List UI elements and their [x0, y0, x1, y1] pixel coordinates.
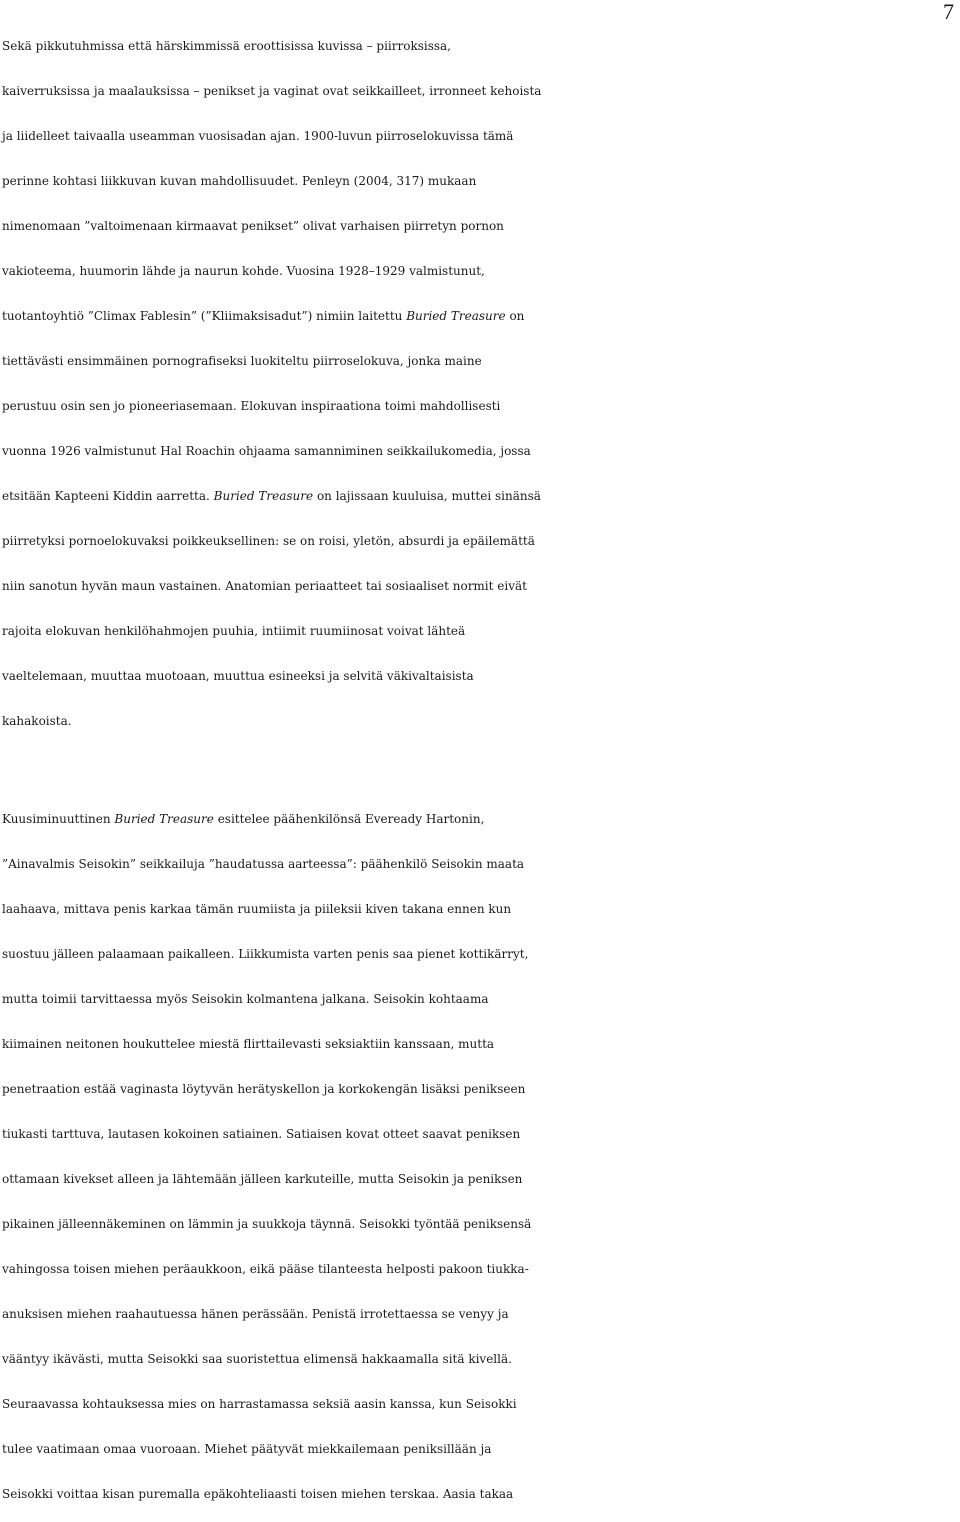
text-segment: ja liidelleet taivaalla useamman vuosisadan ajan. 1900-luvun piirroselokuvissa tämä	[2, 129, 514, 143]
text-segment: tuotantoyhtiö ”Climax Fablesin” (”Kliimaksisadut”) nimiin laitettu	[2, 309, 407, 323]
text-segment: anuksisen miehen raahautuessa hänen perässään. Penistä irrotettaessa se venyy ja	[2, 1307, 509, 1321]
text-line	[0, 1387, 960, 1432]
text-segment: laahaava, mittava penis karkaa tämän ruumiista ja piileksii kiven takana ennen kun	[2, 902, 512, 916]
text-line	[0, 1252, 960, 1297]
text-segment: tiukasti tarttuva, lautasen kokoinen satiainen. Satiaisen kovat otteet saavat peniksen	[2, 1127, 521, 1141]
text-line	[0, 164, 960, 209]
text-line	[0, 1027, 960, 1072]
text-segment: Kuusiminuuttinen	[2, 812, 115, 826]
italic-title: Buried Treasure	[114, 812, 214, 826]
text-segment: perustuu osin sen jo pioneeriasemaan. Elokuvan inspiraationa toimi mahdollisesti	[2, 399, 501, 413]
paragraph	[0, 802, 960, 1522]
document-page	[0, 29, 960, 1522]
text-line	[0, 29, 960, 74]
text-line	[0, 937, 960, 982]
text-line	[0, 1207, 960, 1252]
text-line	[0, 982, 960, 1027]
text-line	[0, 209, 960, 254]
text-segment: kiimainen neitonen houkuttelee miestä flirttailevasti seksiaktiin kanssaan, mutta	[2, 1037, 495, 1051]
text-segment: piirretyksi pornoelokuvaksi poikkeuksellinen: se on roisi, yletön, absurdi ja epäilemättä	[2, 534, 535, 548]
text-line	[0, 1297, 960, 1342]
text-segment: vaeltelemaan, muuttaa muotoaan, muuttua esineeksi ja selvitä väkivaltaisista	[2, 669, 474, 683]
text-line	[0, 1477, 960, 1522]
paragraph-gap	[0, 749, 960, 802]
text-line	[0, 1072, 960, 1117]
text-segment: niin sanotun hyvän maun vastainen. Anatomian periaatteet tai sosiaaliset normit eivät	[2, 579, 527, 593]
text-line	[0, 344, 960, 389]
text-segment: Seisokki voittaa kisan puremalla epäkohteliaasti toisen miehen terskaa. Aasia takaa	[2, 1487, 514, 1501]
page-number: 7	[943, 0, 954, 24]
text-segment: etsitään Kapteeni Kiddin aarretta.	[2, 489, 214, 503]
text-segment: pikainen jälleennäkeminen on lämmin ja suukkoja täynnä. Seisokki työntää peniksensä	[2, 1217, 532, 1231]
text-segment: ottamaan kivekset alleen ja lähtemään jälleen karkuteille, mutta Seisokin ja peniksen	[2, 1172, 523, 1186]
text-segment: Sekä pikkutuhmissa että härskimmissä eroottisissa kuvissa – piirroksissa,	[2, 39, 451, 53]
text-line	[0, 119, 960, 164]
text-line	[0, 254, 960, 299]
text-line	[0, 299, 960, 344]
paragraph	[0, 29, 960, 749]
text-segment: vääntyy ikävästi, mutta Seisokki saa suoristettua elimensä hakkaamalla sitä kivellä.	[2, 1352, 512, 1366]
text-line	[0, 479, 960, 524]
italic-title: Buried Treasure	[213, 489, 314, 503]
text-segment: on	[505, 309, 525, 323]
text-line	[0, 1432, 960, 1477]
text-segment: nimenomaan ”valtoimenaan kirmaavat penikset” olivat varhaisen piirretyn pornon	[2, 219, 504, 233]
text-line	[0, 614, 960, 659]
text-segment: Seuraavassa kohtauksessa mies on harrastamassa seksiä aasin kanssa, kun Seisokki	[2, 1397, 517, 1411]
text-line	[0, 524, 960, 569]
text-segment: mutta toimii tarvittaessa myös Seisokin kolmantena jalkana. Seisokin kohtaama	[2, 992, 489, 1006]
text-segment: tulee vaatimaan omaa vuoroaan. Miehet päätyvät miekkailemaan peniksillään ja	[2, 1442, 492, 1456]
text-line	[0, 802, 960, 847]
text-line	[0, 659, 960, 704]
text-segment: kaiverruksissa ja maalauksissa – penikset ja vaginat ovat seikkailleet, irronneet kehoista	[2, 84, 542, 98]
text-segment: on lajissaan kuuluisa, muttei sinänsä	[313, 489, 541, 503]
text-segment: suostuu jälleen palaamaan paikalleen. Liikkumista varten penis saa pienet kottikärryt,	[2, 947, 529, 961]
text-segment: vuonna 1926 valmistunut Hal Roachin ohjaama samanniminen seikkailukomedia, jossa	[2, 444, 531, 458]
italic-title: Buried Treasure	[406, 309, 506, 323]
text-segment: rajoita elokuvan henkilöhahmojen puuhia, intiimit ruumiinosat voivat lähteä	[2, 624, 466, 638]
text-line	[0, 704, 960, 749]
text-segment: perinne kohtasi liikkuvan kuvan mahdollisuudet. Penleyn (2004, 317) mukaan	[2, 174, 477, 188]
text-segment: vahingossa toisen miehen peräaukkoon, eikä pääse tilanteesta helposti pakoon tiukka-	[2, 1262, 529, 1276]
text-line	[0, 892, 960, 937]
text-segment: esittelee päähenkilönsä Eveready Hartonin,	[213, 812, 485, 826]
text-segment: ”Ainavalmis Seisokin” seikkailuja ”haudatussa aarteessa”: päähenkilö Seisokin maata	[2, 857, 525, 871]
text-line	[0, 434, 960, 479]
text-line	[0, 1117, 960, 1162]
text-line	[0, 389, 960, 434]
text-segment: penetraation estää vaginasta löytyvän herätyskellon ja korkokengän lisäksi penikseen	[2, 1082, 526, 1096]
text-segment: tiettävästi ensimmäinen pornografiseksi luokiteltu piirroselokuva, jonka maine	[2, 354, 482, 368]
text-segment: kahakoista.	[2, 714, 72, 728]
text-line	[0, 569, 960, 614]
text-line	[0, 1162, 960, 1207]
text-line	[0, 74, 960, 119]
text-line	[0, 1342, 960, 1387]
text-line	[0, 847, 960, 892]
text-segment: vakioteema, huumorin lähde ja naurun kohde. Vuosina 1928–1929 valmistunut,	[2, 264, 485, 278]
